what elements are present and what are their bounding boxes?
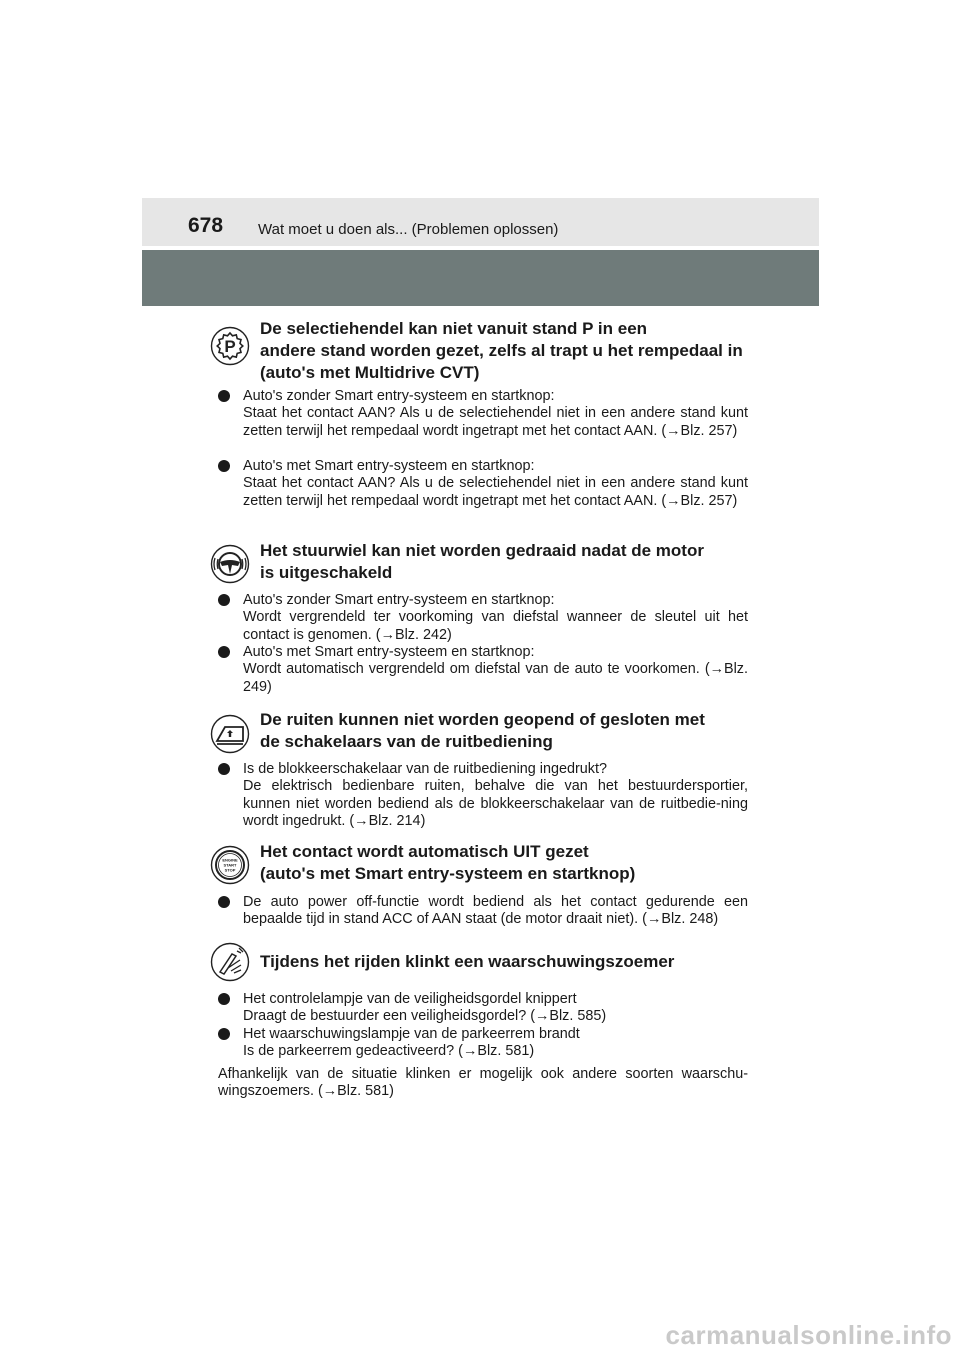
section-title-line: is uitgeschakeld — [260, 563, 393, 582]
bullet-icon — [218, 896, 230, 908]
watermark: carmanualsonline.info — [665, 1320, 952, 1350]
list-item: Auto's zonder Smart entry-systeem en startknop: Staat het contact AAN? Als u de selectiehendel niet in een andere stand kunt zetten terwijl het rempedaal wordt ingetrapt met het contact AAN. (→Blz. 257) — [218, 388, 748, 440]
section-title-line: (auto's met Multidrive CVT) — [260, 363, 480, 382]
bullet-icon — [218, 460, 230, 472]
list-item: Auto's met Smart entry-systeem en startknop: Staat het contact AAN? Als u de selectiehendel niet in een andere stand kunt zetten terwijl het rempedaal wordt ingetrapt met het contact AAN. (→Blz. 257) — [218, 458, 748, 510]
icon-text-start: START — [223, 862, 237, 868]
svg-text:P: P — [224, 337, 236, 356]
header-title: Wat moet u doen als... (Problemen oplossen) — [258, 221, 559, 238]
list-item: Het waarschuwingslampje van de parkeerrem brandt Is de parkeerrem gedeactiveerd? (→Blz. 581) — [218, 1026, 748, 1061]
list-item: Is de blokkeerschakelaar van de ruitbediening ingedrukt? De elektrisch bedienbare ruiten, behalve die van het bestuurdersportier, kunnen niet worden bediend als de blokkeerschakelaar van de ruitbedie-ning wordt ingedrukt. (→Blz. 214) — [218, 761, 748, 830]
section-title-line: De ruiten kunnen niet worden geopend of gesloten met — [260, 710, 705, 729]
page-number: 678 — [188, 214, 224, 237]
section-title-line: de schakelaars van de ruitbediening — [260, 732, 553, 751]
list-item: Auto's met Smart entry-systeem en startknop: Wordt automatisch vergrendeld om diefstal van de auto te voorkomen. (→Blz. 249) — [218, 644, 748, 696]
warning-buzzer-icon — [210, 942, 250, 982]
section-title — [260, 318, 750, 384]
list-item: Auto's zonder Smart entry-systeem en startknop: Wordt vergrendeld ter voorkoming van diefstal wanneer de sleutel uit het contact is genomen. (→Blz. 242) — [218, 592, 748, 644]
bullet-icon — [218, 763, 230, 775]
section-title — [260, 540, 760, 584]
icon-text-engine: ENGINE — [222, 857, 238, 863]
bullet-icon — [218, 1028, 230, 1040]
section-title — [260, 841, 760, 885]
steering-lock-icon — [210, 544, 250, 584]
section-title-line: (auto's met Smart entry-systeem en startknop) — [260, 864, 636, 883]
bullet-icon — [218, 390, 230, 402]
section-title-line: Het contact wordt automatisch UIT gezet — [260, 842, 589, 861]
section-title — [260, 951, 760, 973]
list-item: Het controlelampje van de veiligheidsgordel knippert Draagt de bestuurder een veiligheidsgordel? (→Blz. 585) — [218, 991, 748, 1026]
section-band — [142, 250, 819, 306]
section-title-line: De selectiehendel kan niet vanuit stand P in een — [260, 319, 648, 338]
section-title — [260, 709, 760, 753]
gear-p-icon — [210, 326, 250, 366]
icon-text-stop: STOP — [224, 867, 236, 873]
bullet-icon — [218, 646, 230, 658]
window-icon — [210, 714, 250, 754]
footnote: Afhankelijk van de situatie klinken er mogelijk ook andere soorten waarschu-wingszoemers. (→Blz. 581) — [218, 1066, 748, 1100]
list-item: De auto power off-functie wordt bediend als het contact gedurende een bepaalde tijd in stand ACC of AAN staat (de motor draait niet). (→Blz. 248) — [218, 894, 748, 929]
section-title-line: Tijdens het rijden klinkt een waarschuwingszoemer — [260, 952, 675, 971]
bullet-icon — [218, 993, 230, 1005]
section-title-line: andere stand worden gezet, zelfs al trapt u het rempedaal in — [260, 341, 743, 360]
engine-start-stop-icon — [210, 845, 250, 885]
bullet-icon — [218, 594, 230, 606]
section-title-line: Het stuurwiel kan niet worden gedraaid nadat de motor — [260, 541, 704, 560]
